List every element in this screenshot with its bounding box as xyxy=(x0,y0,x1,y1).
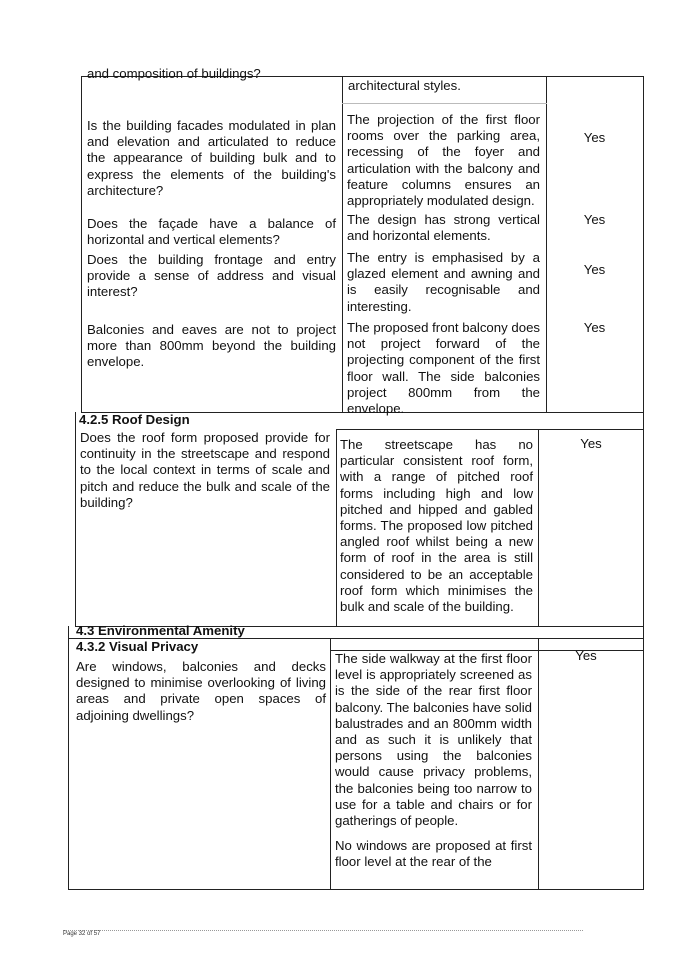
response-paragraph: The side walkway at the first floor level is appropriately screened as is the side of the rear first floor balcony. The balconies have solid balustrades and an 800mm width and as such it is unlikely that persons using the balconies would cause privacy problems, the balconies being too narrow to use for a table and chairs or for gatherings of people. xyxy=(335,651,532,829)
table-border xyxy=(75,412,76,626)
table-border xyxy=(643,626,644,890)
table-border xyxy=(538,638,539,890)
compliance-cell: Yes xyxy=(580,436,602,451)
table-border xyxy=(342,76,343,413)
compliance-cell: Yes xyxy=(583,212,606,227)
response-cell: The entry is emphasised by a glazed element and awning and is easily recognisable and interesting. xyxy=(347,250,540,314)
table-border xyxy=(643,76,644,413)
section-heading: 4.3.2 Visual Privacy xyxy=(76,639,199,654)
table-border xyxy=(81,76,82,413)
table-border xyxy=(643,412,644,627)
question-cell: Does the façade have a balance of horizontal and vertical elements? xyxy=(87,216,336,248)
table-border xyxy=(538,429,539,627)
question-cell: Is the building facades modulated in plan and elevation and articulated to reduce the appearance of building bulk and to express the elements of the building's architecture? xyxy=(87,118,336,198)
footer-rule xyxy=(63,930,583,931)
section-heading: 4.2.5 Roof Design xyxy=(79,412,190,427)
row-divider xyxy=(342,103,547,104)
question-cell: Does the building frontage and entry provide a sense of address and visual interest? xyxy=(87,252,336,300)
compliance-cell: Yes xyxy=(575,648,597,663)
response-cell: The projection of the first floor rooms over the parking area, recessing of the foyer and articulation with the balcony and feature columns ensures an appropriately modulated design. xyxy=(347,112,540,209)
table-border xyxy=(68,626,69,890)
table-border xyxy=(330,638,331,890)
compliance-cell: Yes xyxy=(583,130,606,145)
question-cell: and composition of buildings? xyxy=(87,66,261,81)
response-cell: The proposed front balcony does not project forward of the projecting component of the first floor wall. The side balconies project 800mm from the envelope. xyxy=(347,320,540,417)
table-border xyxy=(546,76,547,413)
question-cell: Balconies and eaves are not to project more than 800mm beyond the building envelope. xyxy=(87,322,336,370)
question-cell: Are windows, balconies and decks designed to minimise overlooking of living areas and private open spaces of adjoining dwellings? xyxy=(76,659,326,723)
question-cell: Does the roof form proposed provide for continuity in the streetscape and respond to the local context in terms of scale and pitch and reduce the bulk and scale of the building? xyxy=(80,430,330,510)
page-number: Page 32 of 57 xyxy=(63,931,101,937)
response-cell: The streetscape has no particular consistent roof form, with a range of pitched roof forms including high and low pitched and hipped and gabled forms. The proposed low pitched angled roof whilst being a new form of roof in the area is still considered to be an acceptable roof form which minimises the bulk and scale of the building. xyxy=(340,437,533,615)
response-cell: The design has strong vertical and horizontal elements. xyxy=(347,212,540,244)
response-paragraph: No windows are proposed at first floor level at the rear of the xyxy=(335,838,532,870)
section-heading: 4.3 Environmental Amenity xyxy=(76,623,245,638)
row-divider xyxy=(336,429,644,430)
table-border xyxy=(336,429,337,627)
response-cell: architectural styles. xyxy=(348,78,461,93)
table-border xyxy=(68,889,644,890)
compliance-cell: Yes xyxy=(583,320,606,335)
response-cell xyxy=(335,651,532,880)
compliance-cell: Yes xyxy=(583,262,606,277)
